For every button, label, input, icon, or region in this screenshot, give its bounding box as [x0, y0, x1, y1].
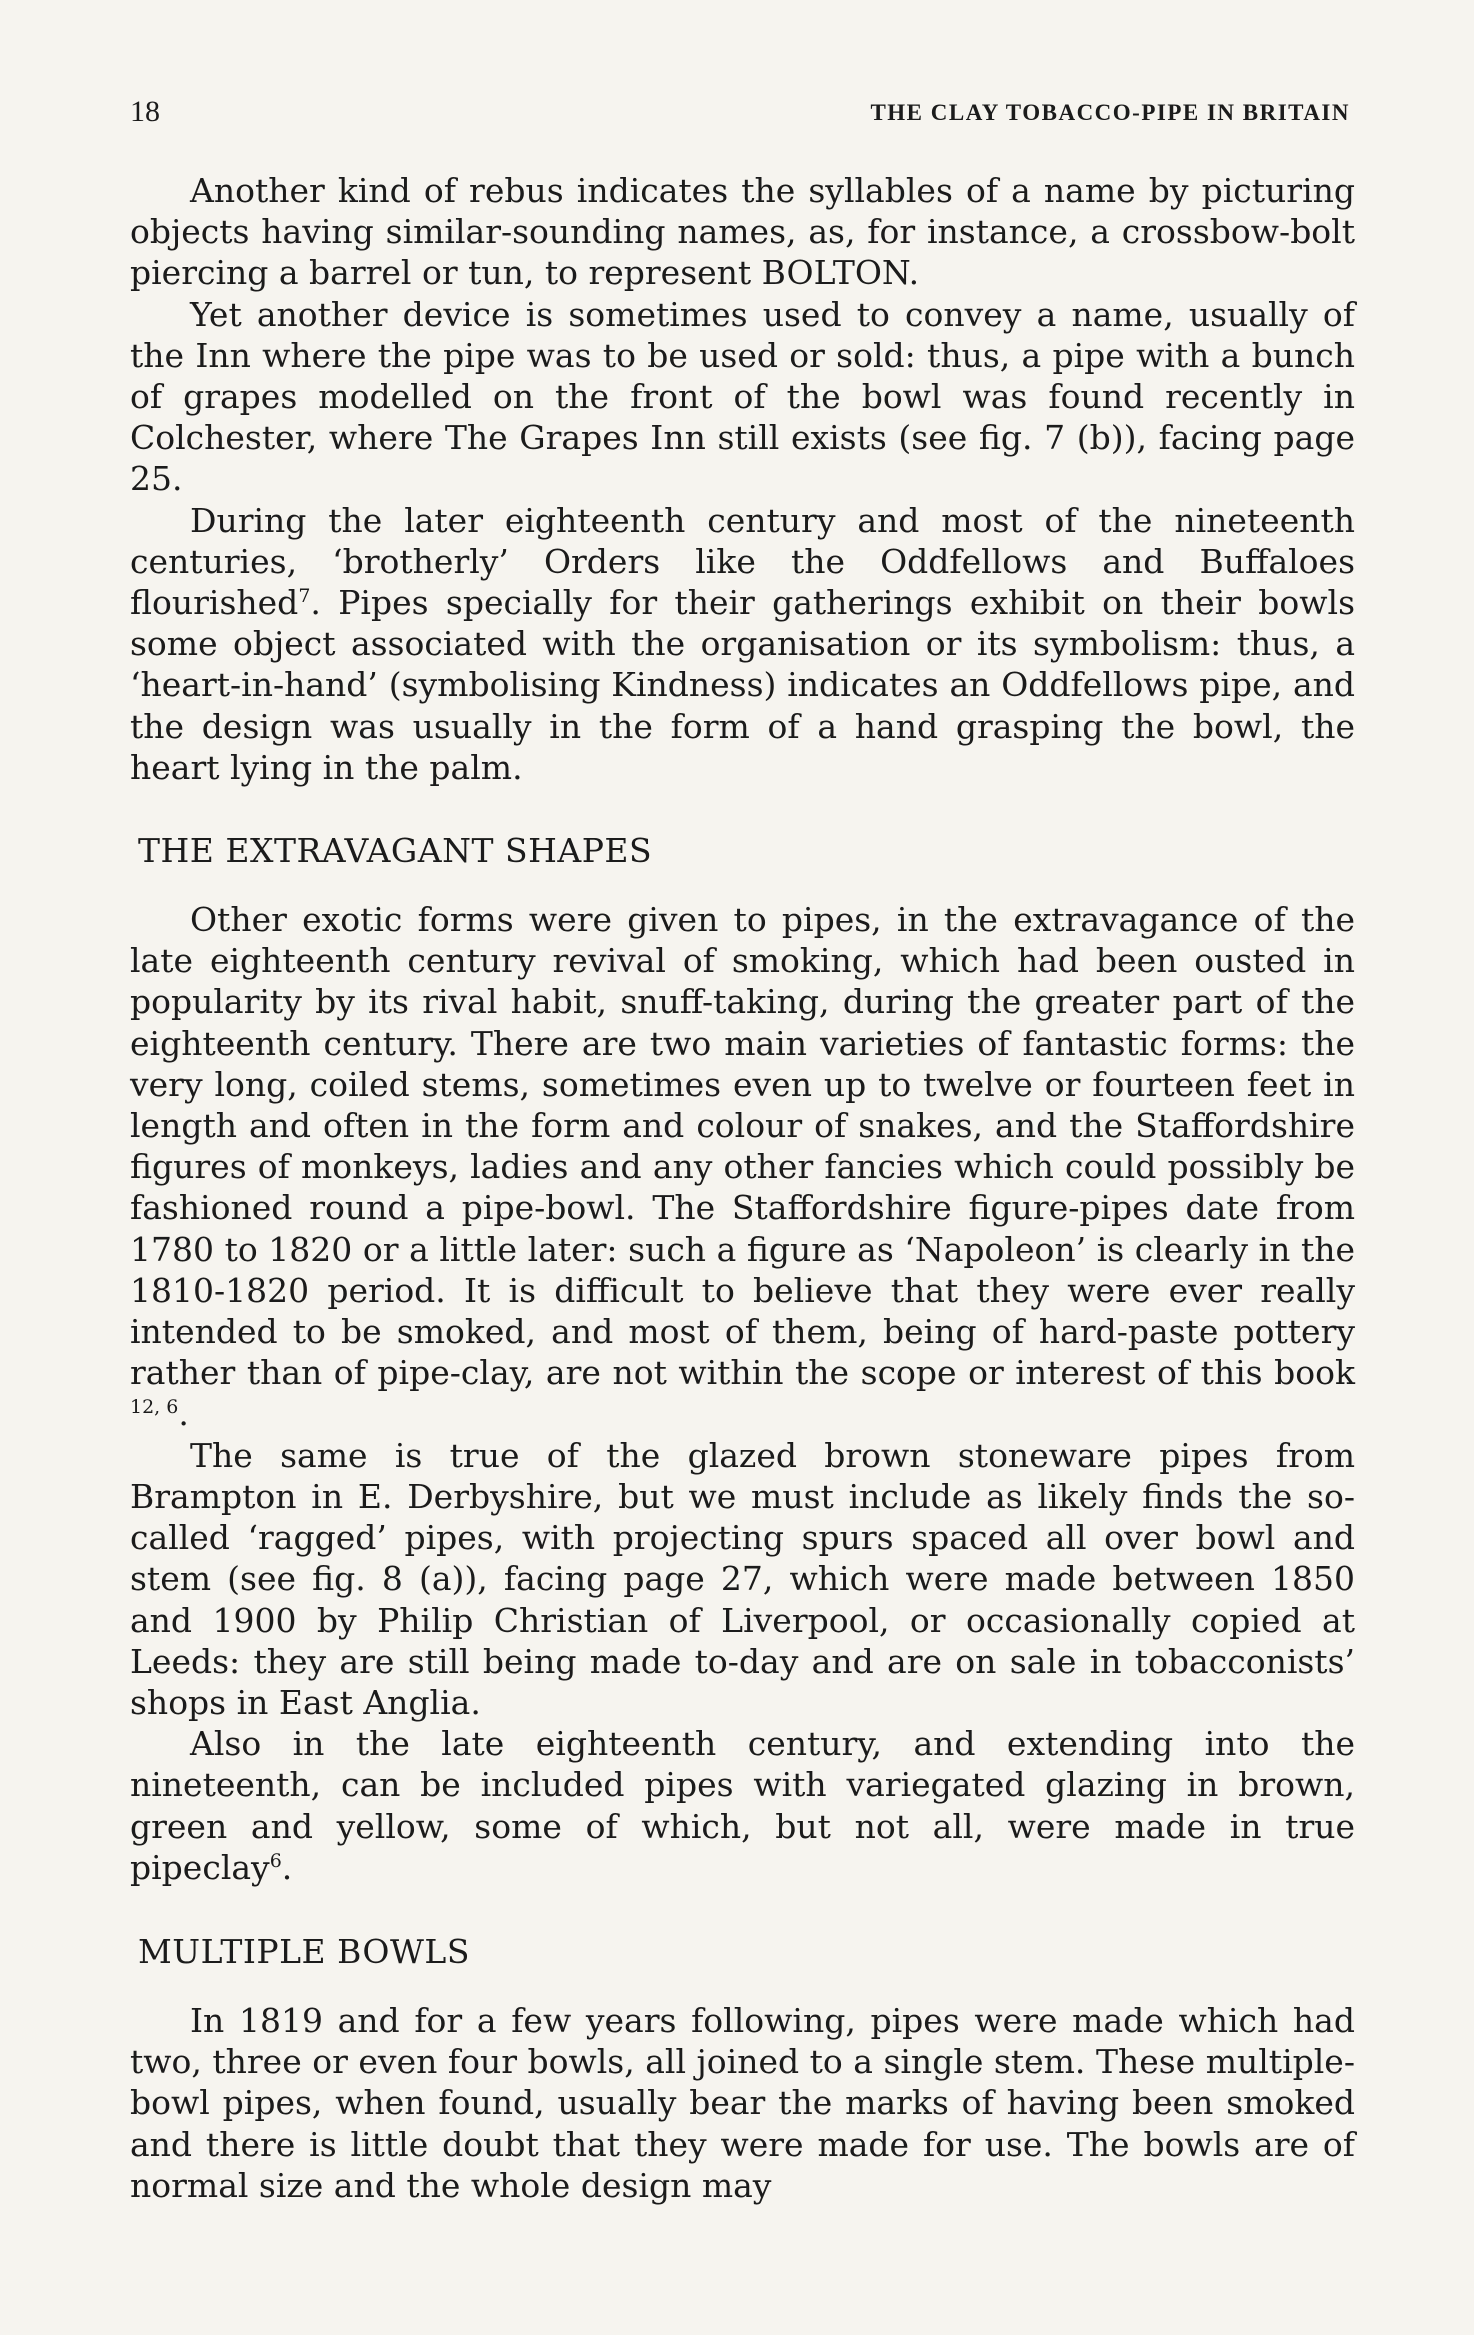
paragraph-inn-device: Yet another device is sometimes used to convey a name, usually of the Inn where the pipe was to be used or sold: thus, a pipe with a bunch of grapes modelled on the front of the bowl was found recently in Colchester, where The Grapes Inn still exists (see fig. 7 (b)), facing page 25. — [130, 294, 1355, 499]
running-head — [130, 95, 1355, 135]
paragraph-variegated: Also in the late eighteenth century, and extending into the nineteenth, can be included pipes with variegated glazing in brown, green and yellow, some of which, but not all, were made in true pipeclay$^6$. — [130, 1724, 1355, 1887]
page-body — [130, 170, 1355, 2206]
paragraph-text: During the later eighteenth century and most of the nineteenth centuries, ‘brotherly’ Orders like the Oddfellows and Buffaloes flourished — [130, 500, 1355, 623]
running-title: THE CLAY TOBACCO-PIPE IN BRITAIN — [870, 100, 1350, 125]
section-heading-multiple-bowls: MULTIPLE BOWLS — [138, 1931, 470, 1971]
paragraph-multiple-bowls: In 1819 and for a few years following, pipes were made which had two, three or even four bowls, all joined to a single stem. These multiple-bowl pipes, when found, usually bear the marks of having been smoked and there is little doubt that they were made for use. The bowls are of normal size and the whole design may — [130, 2000, 1355, 2205]
paragraph-orders: During the later eighteenth century and most of the nineteenth centuries, ‘brotherly’ Orders like the Oddfellows and Buffaloes flourished$^7$. Pipes specially for their gatherings exhibit on their bowls some object associated with the organisation or its symbolism: thus, a ‘heart-in-hand’ (symbolising Kindness) indicates an Oddfellows pipe, and the design was usually in the form of a hand grasping the bowl, the heart lying in the palm. — [130, 500, 1355, 787]
footnote-marker: 6 — [269, 1849, 282, 1872]
paragraph-stoneware: The same is true of the glazed brown stoneware pipes from Brampton in E. Derbyshire, but we must include as likely finds the so-called ‘ragged’ pipes, with projecting spurs spaced all over bowl and stem (see fig. 8 (a)), facing page 27, which were made between 1850 and 1900 by Philip Christian of Liverpool, or occasionally copied at Leeds: they are still being made to-day and are on sale in tobacconists’ shops in East Anglia. — [130, 1435, 1355, 1722]
section-heading-extravagant-shapes: THE EXTRAVAGANT SHAPES — [138, 831, 653, 871]
paragraph-text: Other exotic forms were given to pipes, in the extravagance of the late eighteenth century revival of smoking, which had been ousted in popularity by its rival habit, snuff-taking, during the greater part of the eighteenth century. There are two main varieties of fantastic forms: the very long, coiled stems, sometimes even up to twelve or fourteen feet in length and often in the form and colour of snakes, and the Staffordshire figures of monkeys, ladies and any other fancies which could possibly be fashioned round a pipe-bowl. The Staffordshire figure-pipes date from 1780 to 1820 or a little later: such a figure as ‘Napoleon’ is clearly in the 1810-1820 period. It is difficult to believe that they were ever really intended to be smoked, and most of them, being of hard-paste pottery rather than of pipe-clay, are not within the scope or interest of this book — [130, 900, 1355, 1393]
footnote-marker: 7 — [298, 585, 311, 608]
paragraph-rebus: Another kind of rebus indicates the syllables of a name by picturing objects having similar-sounding names, as, for instance, a crossbow-bolt piercing a barrel or tun, to represent BOLTON. — [130, 171, 1355, 293]
book-page — [130, 95, 1355, 2206]
paragraph-text: Also in the late eighteenth century, and extending into the nineteenth, can be included pipes with variegated glazing in brown, green and yellow, some of which, but not all, were made in true pipeclay — [130, 1724, 1355, 1887]
footnote-marker: 12, 6 — [130, 1396, 179, 1419]
paragraph-exotic-forms: Other exotic forms were given to pipes, in the extravagance of the late eighteenth century revival of smoking, which had been ousted in popularity by its rival habit, snuff-taking, during the greater part of the eighteenth century. There are two main varieties of fantastic forms: the very long, coiled stems, sometimes even up to twelve or fourteen feet in length and often in the form and colour of snakes, and the Staffordshire figures of monkeys, ladies and any other fancies which could possibly be fashioned round a pipe-bowl. The Staffordshire figure-pipes date from 1780 to 1820 or a little later: such a figure as ‘Napoleon’ is clearly in the 1810-1820 period. It is difficult to believe that they were ever really intended to be smoked, and most of them, being of hard-paste pottery rather than of pipe-clay, are not within the scope or interest of this book $^{12, 6}$. — [130, 900, 1355, 1434]
paragraph-text: Pipes specially for their gatherings exhibit on their bowls some object associated with the organisation or its symbolism: thus, a ‘heart-in-hand’ (symbolising Kindness) indicates an Oddfellows pipe, and the design was usually in the form of a hand grasping the bowl, the heart lying in the palm. — [130, 583, 1355, 787]
page-number: 18 — [130, 95, 160, 128]
